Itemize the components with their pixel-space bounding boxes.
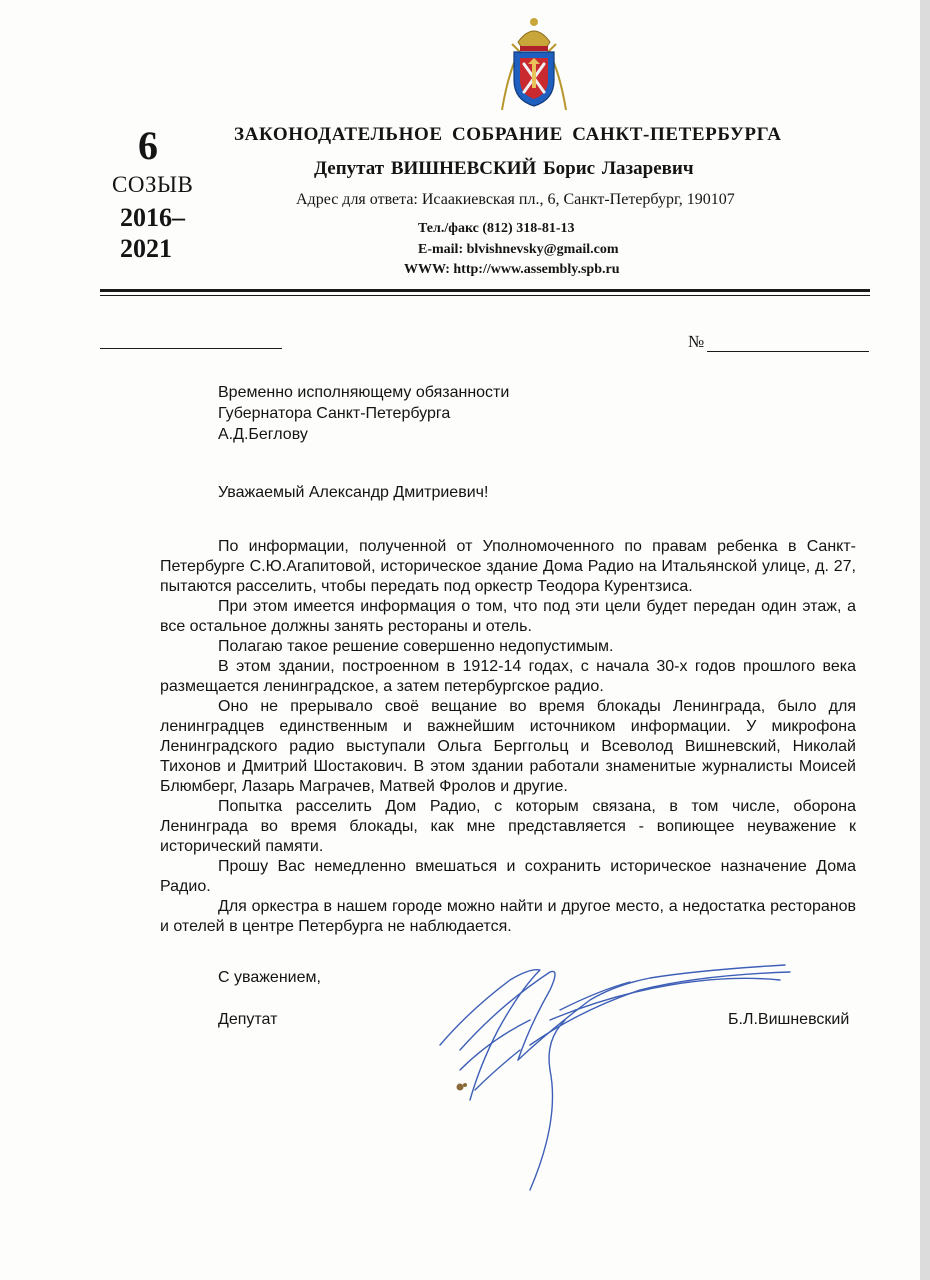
recipient-block xyxy=(218,382,509,445)
reference-number-sign: № xyxy=(688,332,705,351)
scan-edge xyxy=(920,0,930,1280)
body-paragraph: Для оркестра в нашем городе можно найти и другое место, а недостатка ресторанов и отелей в центре Петербурга не наблюдается. xyxy=(160,898,856,935)
ink-blot-mark xyxy=(454,1080,470,1094)
body-paragraph: Полагаю такое решение совершенно недопустимым. xyxy=(218,638,614,655)
letter-body xyxy=(160,537,856,937)
recipient-line-1: Временно исполняющему обязанности xyxy=(218,384,510,401)
website: WWW: http://www.assembly.spb.ru xyxy=(404,262,620,277)
header-rule-thick xyxy=(100,289,870,292)
email-address: E-mail: blvishnevsky@gmail.com xyxy=(418,242,619,257)
closing-phrase: С уважением, xyxy=(218,969,321,986)
recipient-line-2: Губернатора Санкт-Петербурга xyxy=(218,405,451,422)
convocation-label: СОЗЫВ xyxy=(112,172,194,197)
convocation-number: 6 xyxy=(138,123,158,168)
body-paragraph: Прошу Вас немедленно вмешаться и сохранить историческое назначение Дома Радио. xyxy=(160,858,856,895)
signatory-position: Депутат xyxy=(218,1011,278,1028)
signatory-name: Б.Л.Вишневский xyxy=(728,1011,850,1028)
body-paragraph: Оно не прерывало своё вещание во время блокады Ленинграда, было для ленинградцев единственным и важнейшим источником информации. У микрофона Ленинградского радио выступали Ольга Берггольц и Всеволод Вишневский, Николай Тихонов и Дмитрий Шостакович. В этом здании работали знаменитые журналисты Моисей Блюмберг, Лазарь Маграчев, Матвей Фролов и другие. xyxy=(160,698,856,795)
convocation-years-end: 2021 xyxy=(120,234,172,263)
assembly-name: ЗАКОНОДАТЕЛЬНОЕ СОБРАНИЕ САНКТ-ПЕТЕРБУРГА xyxy=(234,124,782,145)
date-blank-line xyxy=(100,348,282,349)
phone-fax: Тел./факс (812) 318-81-13 xyxy=(418,221,575,236)
body-paragraph: В этом здании, построенном в 1912-14 годах, с начала 30-х годов прошлого века размещается ленинградское, а затем петербургское радио. xyxy=(160,658,856,695)
body-paragraph: Попытка расселить Дом Радио, с которым связана, в том числе, оборона Ленинграда во время блокады, как мне представляется - вопиющее неуважение к исторический памяти. xyxy=(160,798,856,855)
body-paragraph: По информации, полученной от Уполномоченного по правам ребенка в Санкт-Петербурге С.Ю.Агапитовой, историческое здание Дома Радио на Итальянской улице, д. 27, пытаются расселить, чтобы передать под оркестр Теодора Курентзиса. xyxy=(160,538,856,595)
handwritten-signature xyxy=(400,950,820,1200)
convocation-years-start: 2016– xyxy=(120,203,185,232)
reference-number-line xyxy=(707,351,869,352)
deputy-name: Депутат ВИШНЕВСКИЙ Борис Лазаревич xyxy=(314,158,694,179)
greeting: Уважаемый Александр Дмитриевич! xyxy=(218,484,489,501)
recipient-line-3: А.Д.Беглову xyxy=(218,426,308,443)
coat-of-arms-icon xyxy=(488,14,580,114)
header-rule-thin xyxy=(100,295,870,296)
reply-address: Адрес для ответа: Исаакиевская пл., 6, Санкт-Петербург, 190107 xyxy=(296,191,735,208)
body-paragraph: При этом имеется информация о том, что под эти цели будет передан один этаж, а все остальное должны занять рестораны и отель. xyxy=(160,598,856,635)
